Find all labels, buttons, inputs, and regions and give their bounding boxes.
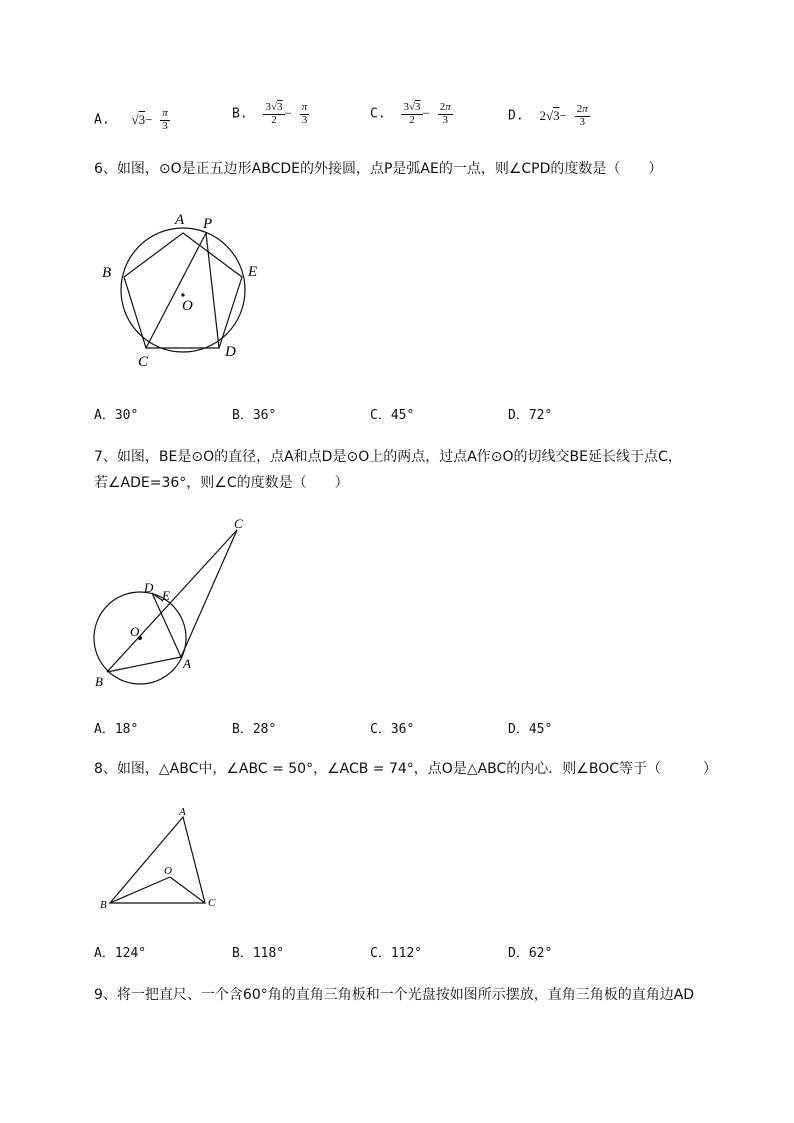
- label-c: C: [234, 516, 243, 531]
- option-letter: A.: [94, 112, 110, 128]
- label-e: E: [162, 588, 170, 603]
- q5-option-b: B. $\frac{3√3}{2}$ − $\frac{\pi}{3}$: [232, 101, 308, 126]
- label-b: B: [100, 899, 107, 911]
- q9-stem: 9、将一把直尺、一个含60°角的直角三角板和一个光盘按如图所示摆放，直角三角板的直角边AD: [94, 987, 695, 1003]
- option-letter: B.: [232, 106, 248, 122]
- q7-figure-circle-tangent: [88, 512, 258, 692]
- label-d: D: [144, 580, 154, 595]
- q7-option-b: B．28°: [232, 722, 277, 737]
- q6-stem: 6、如图，⊙O是正五边形ABCDE的外接圆，点P是弧AE的一点，则∠CPD的度数是（ ）: [94, 161, 663, 177]
- label-c: C: [138, 354, 149, 370]
- option-letter: C.: [370, 106, 386, 122]
- q6-option-b: B．36°: [232, 408, 277, 423]
- label-e: E: [248, 264, 258, 280]
- label-p: P: [203, 216, 213, 232]
- label-o: O: [130, 624, 140, 639]
- q6-figure-pentagon-circle: [96, 204, 268, 376]
- q5-option-a: A. √3− $\frac{\pi}{3}$: [94, 107, 168, 132]
- q5-option-c: C. $\frac{3√3}{2}$ − $\frac{2\pi}{3}$: [370, 101, 451, 126]
- label-a: A: [175, 212, 185, 228]
- q5-option-d: D. 2√3− $\frac{2\pi}{3}$: [508, 103, 588, 128]
- label-a: A: [183, 656, 191, 671]
- label-b: B: [102, 265, 112, 281]
- q7-option-d: D．45°: [508, 722, 553, 737]
- q6-option-d: D．72°: [508, 408, 553, 423]
- q8-figure-triangle-incenter: [96, 800, 226, 916]
- label-c: C: [208, 897, 216, 909]
- q6-option-c: C．45°: [370, 408, 415, 423]
- q7-option-c: C．36°: [370, 722, 415, 737]
- label-d: D: [225, 344, 236, 360]
- label-a: A: [179, 806, 186, 818]
- q7-stem-line1: 7、如图，BE是⊙O的直径，点A和点D是⊙O上的两点，过点A作⊙O的切线交BE延长线于点C，: [94, 449, 682, 465]
- option-letter: D.: [508, 108, 524, 124]
- q7-stem-line2: 若∠ADE=36°，则∠C的度数是（ ）: [94, 475, 349, 491]
- q8-option-d: D．62°: [508, 946, 553, 961]
- q8-stem: 8、如图，△ABC中，∠ABC = 50°，∠ACB = 74°，点O是△ABC的内心．则∠BOC等于（ ）: [94, 761, 717, 777]
- q8-option-a: A．124°: [94, 946, 147, 961]
- q8-option-b: B．118°: [232, 946, 285, 961]
- label-o: O: [164, 865, 172, 877]
- label-o: O: [182, 298, 193, 314]
- q7-option-a: A．18°: [94, 722, 139, 737]
- label-b: B: [95, 674, 103, 689]
- q6-option-a: A．30°: [94, 408, 139, 423]
- q8-option-c: C．112°: [370, 946, 423, 961]
